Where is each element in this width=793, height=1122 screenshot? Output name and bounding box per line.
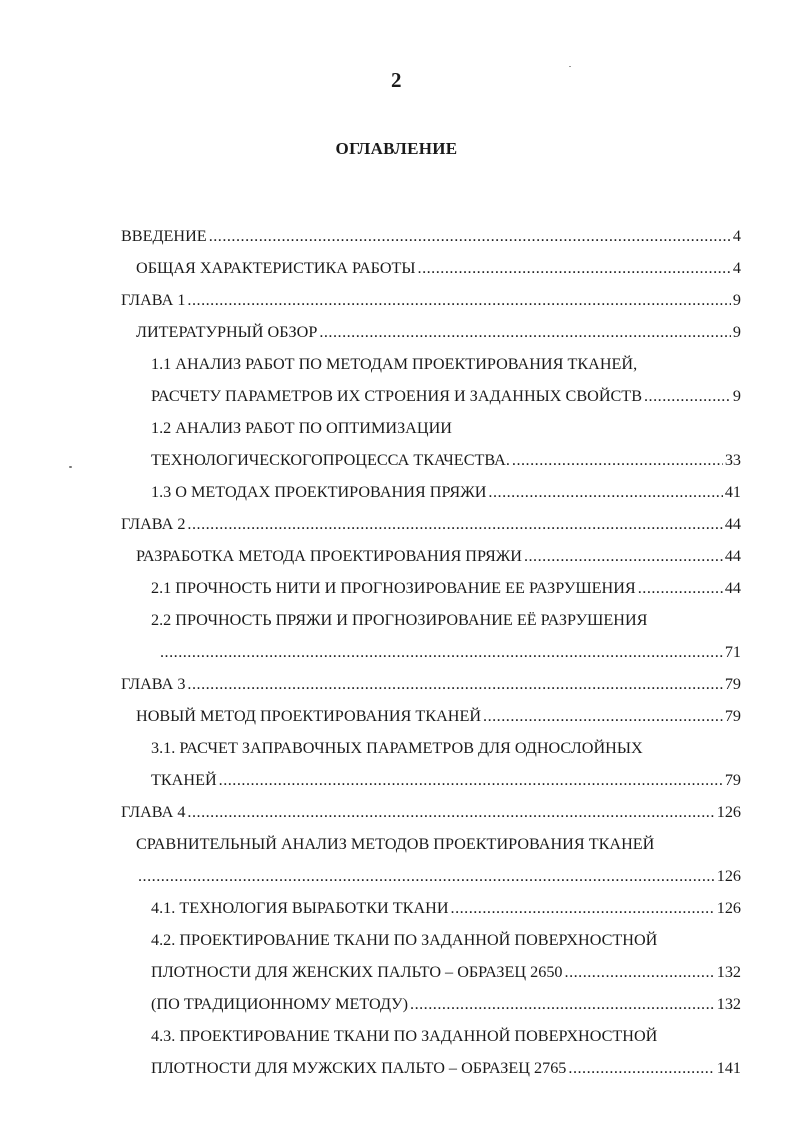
dot-leader bbox=[187, 284, 730, 316]
toc-entry-3-1-line1[interactable] bbox=[151, 732, 741, 764]
toc-entry-text: 3.1. РАСЧЕТ ЗАПРАВОЧНЫХ ПАРАМЕТРОВ ДЛЯ ОДНОСЛОЙНЫХ bbox=[151, 739, 643, 757]
toc-entry-text: ГЛАВА 3 bbox=[121, 675, 186, 693]
toc-entry-1-1-line2[interactable] bbox=[151, 380, 741, 412]
toc-entry-page: 126 bbox=[716, 899, 741, 917]
toc-entry-4-2-line1[interactable] bbox=[151, 924, 741, 956]
toc-entry-page: 126 bbox=[716, 867, 741, 885]
toc-entry-page: 132 bbox=[716, 963, 741, 981]
toc-entry-text: ЛИТЕРАТУРНЫЙ ОБЗОР bbox=[136, 323, 318, 341]
toc-entry-text: 1.3 О МЕТОДАХ ПРОЕКТИРОВАНИЯ ПРЯЖИ bbox=[151, 483, 487, 501]
toc-entry-1-2-line2[interactable] bbox=[151, 444, 741, 476]
toc-entry-text: СРАВНИТЕЛЬНЫЙ АНАЛИЗ МЕТОДОВ ПРОЕКТИРОВАНИЯ ТКАНЕЙ bbox=[136, 835, 655, 853]
dot-leader bbox=[187, 796, 714, 828]
toc-entry-text: НОВЫЙ МЕТОД ПРОЕКТИРОВАНИЯ ТКАНЕЙ bbox=[136, 707, 482, 725]
toc-entry-text: 4.2. ПРОЕКТИРОВАНИЕ ТКАНИ ПО ЗАДАННОЙ ПОВЕРХНОСТНОЙ bbox=[151, 931, 658, 949]
dot-leader bbox=[209, 220, 731, 252]
toc-entry-page: 44 bbox=[724, 547, 741, 565]
toc-entry-page: 126 bbox=[716, 803, 741, 821]
scan-speck bbox=[69, 466, 72, 468]
toc-title: ОГЛАВЛЕНИЕ bbox=[335, 139, 458, 158]
toc-entry-page: 4 bbox=[732, 227, 741, 245]
toc-entry-page: 71 bbox=[724, 643, 741, 661]
toc-entry-chapter-4[interactable] bbox=[121, 796, 741, 828]
toc-entry-3-1-line2[interactable] bbox=[151, 764, 741, 796]
toc-entry-text: ТКАНЕЙ bbox=[151, 771, 217, 789]
toc-entry-text: РАСЧЕТУ ПАРАМЕТРОВ ИХ СТРОЕНИЯ И ЗАДАННЫХ СВОЙСТВ bbox=[151, 387, 642, 405]
toc-entry-page: 9 bbox=[732, 323, 741, 341]
toc-entry-4-2-line2[interactable] bbox=[151, 956, 741, 988]
toc-entry-page: 33 bbox=[724, 451, 741, 469]
toc-entry-page: 79 bbox=[724, 771, 741, 789]
toc-entry-4-3-line1[interactable] bbox=[151, 1020, 741, 1052]
dot-leader bbox=[319, 316, 731, 348]
toc-entry-2-1[interactable] bbox=[151, 572, 741, 604]
toc-entry-page: 79 bbox=[724, 707, 741, 725]
toc-entry-text: 1.1 АНАЛИЗ РАБОТ ПО МЕТОДАМ ПРОЕКТИРОВАНИЯ ТКАНЕЙ, bbox=[151, 355, 638, 373]
dot-leader bbox=[160, 636, 723, 668]
toc-entry-page: 44 bbox=[724, 515, 741, 533]
toc-entry-text: 4.3. ПРОЕКТИРОВАНИЕ ТКАНИ ПО ЗАДАННОЙ ПОВЕРХНОСТНОЙ bbox=[151, 1027, 658, 1045]
toc-entry-page: 44 bbox=[724, 579, 741, 597]
toc-entry-1-3[interactable] bbox=[151, 476, 741, 508]
dot-leader bbox=[644, 380, 731, 412]
toc-entry-literature-review[interactable] bbox=[136, 316, 741, 348]
toc-entry-text: ГЛАВА 4 bbox=[121, 803, 186, 821]
toc-entry-text: ГЛАВА 1 bbox=[121, 291, 186, 309]
toc-entry-general-characteristics[interactable] bbox=[136, 252, 741, 284]
toc-entry-text: 4.1. ТЕХНОЛОГИЯ ВЫРАБОТКИ ТКАНИ bbox=[151, 899, 449, 917]
dot-leader bbox=[524, 540, 723, 572]
dot-leader bbox=[219, 764, 723, 796]
toc-entry-text: ОБЩАЯ ХАРАКТЕРИСТИКА РАБОТЫ bbox=[136, 259, 416, 277]
toc-entry-page: 9 bbox=[732, 291, 741, 309]
toc-entry-text: ПЛОТНОСТИ ДЛЯ МУЖСКИХ ПАЛЬТО – ОБРАЗЕЦ 2765 bbox=[151, 1059, 567, 1077]
scan-speck bbox=[569, 66, 571, 67]
dot-leader bbox=[418, 252, 731, 284]
toc-entry-text: ГЛАВА 2 bbox=[121, 515, 186, 533]
toc-entry-yarn-method[interactable] bbox=[136, 540, 741, 572]
toc-entry-page: 41 bbox=[724, 483, 741, 501]
toc-entry-1-1-line1[interactable] bbox=[151, 348, 741, 380]
toc-entry-text: ТЕХНОЛОГИЧЕСКОГОПРОЦЕССА ТКАЧЕСТВА. bbox=[151, 451, 510, 469]
toc-entry-chapter-1[interactable] bbox=[121, 284, 741, 316]
dot-leader bbox=[451, 892, 715, 924]
toc-entry-page: 79 bbox=[724, 675, 741, 693]
toc-entry-1-2-line1[interactable] bbox=[151, 412, 741, 444]
toc-entry-text: 1.2 АНАЛИЗ РАБОТ ПО ОПТИМИЗАЦИИ bbox=[151, 419, 452, 437]
toc-entry-text: (ПО ТРАДИЦИОННОМУ МЕТОДУ) bbox=[151, 995, 409, 1013]
toc-entry-2-2-line1[interactable] bbox=[151, 604, 741, 636]
dot-leader bbox=[638, 572, 723, 604]
toc-entry-page: 132 bbox=[716, 995, 741, 1013]
dot-leader bbox=[138, 860, 715, 892]
toc-entry-text: 2.1 ПРОЧНОСТЬ НИТИ И ПРОГНОЗИРОВАНИЕ ЕЕ РАЗРУШЕНИЯ bbox=[151, 579, 636, 597]
toc-entry-comparative-analysis-line1[interactable] bbox=[136, 828, 741, 860]
dot-leader bbox=[483, 700, 723, 732]
toc-entry-4-2-line3[interactable] bbox=[151, 988, 741, 1020]
toc-entry-introduction[interactable] bbox=[121, 220, 741, 252]
dot-leader bbox=[410, 988, 715, 1020]
page-number: 2 bbox=[391, 68, 402, 92]
toc-entry-new-method[interactable] bbox=[136, 700, 741, 732]
toc-entry-text: ПЛОТНОСТИ ДЛЯ ЖЕНСКИХ ПАЛЬТО – ОБРАЗЕЦ 2650 bbox=[151, 963, 563, 981]
dot-leader bbox=[565, 956, 715, 988]
dot-leader bbox=[512, 444, 723, 476]
toc-entry-chapter-2[interactable] bbox=[121, 508, 741, 540]
dot-leader bbox=[568, 1052, 714, 1084]
toc-entry-page: 9 bbox=[732, 387, 741, 405]
toc-entry-text: РАЗРАБОТКА МЕТОДА ПРОЕКТИРОВАНИЯ ПРЯЖИ bbox=[136, 547, 522, 565]
toc-entry-4-3-line2[interactable] bbox=[151, 1052, 741, 1084]
toc-entry-2-2-line2[interactable] bbox=[158, 636, 741, 668]
dot-leader bbox=[187, 668, 722, 700]
toc-entry-comparative-analysis-line2[interactable] bbox=[136, 860, 741, 892]
dot-leader bbox=[187, 508, 722, 540]
toc-entry-page: 4 bbox=[732, 259, 741, 277]
dot-leader bbox=[488, 476, 722, 508]
toc-entry-text: 2.2 ПРОЧНОСТЬ ПРЯЖИ И ПРОГНОЗИРОВАНИЕ ЕЁ РАЗРУШЕНИЯ bbox=[151, 611, 648, 629]
toc-entry-text: ВВЕДЕНИЕ bbox=[121, 227, 207, 245]
toc-entry-chapter-3[interactable] bbox=[121, 668, 741, 700]
toc-entry-4-1[interactable] bbox=[151, 892, 741, 924]
toc-entry-page: 141 bbox=[716, 1059, 741, 1077]
